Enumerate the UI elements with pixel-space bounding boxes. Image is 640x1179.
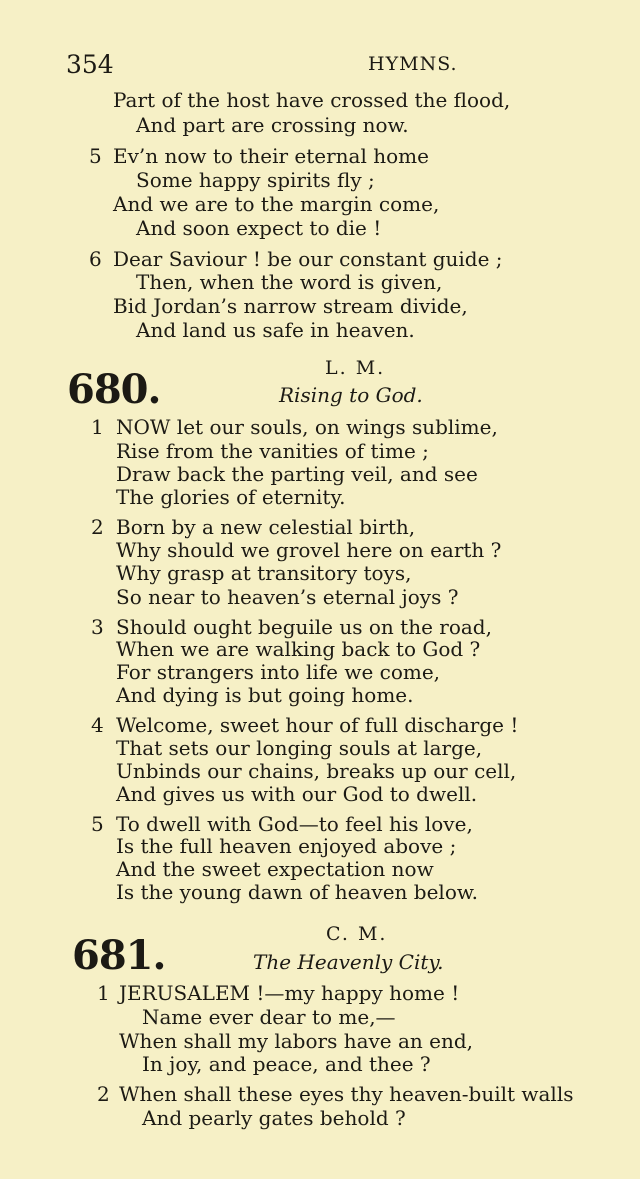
verse-line: When shall these eyes thy heaven-built walls [119,1082,574,1106]
verse-line: Bid Jordan’s narrow stream divide, [113,294,468,318]
verse-line: Is the young dawn of heaven below. [116,880,478,904]
verse-line: And we are to the margin come, [113,192,440,216]
verse-line: For strangers into life we come, [116,660,441,684]
verse-number: 2 [97,1082,110,1106]
verse-number: 5 [89,144,102,168]
verse-line: And dying is but going home. [116,683,414,707]
verse-line: Why grasp at transitory toys, [116,561,412,585]
verse-line: And part are crossing now. [136,113,409,137]
hymn-title: The Heavenly City. [253,950,444,974]
verse-line: The glories of eternity. [116,485,346,509]
running-head: HYMNS. [368,53,458,75]
verse-line: Welcome, sweet hour of full discharge ! [116,713,519,737]
verse-number: 1 [91,415,104,439]
verse-line: That sets our longing souls at large, [116,736,483,760]
verse-line: Born by a new celestial birth, [116,515,416,539]
verse-line: When shall my labors have an end, [119,1029,474,1053]
verse-line: Rise from the vanities of time ; [116,439,429,463]
page-number: 354 [66,50,114,79]
verse-line: In joy, and peace, and thee ? [142,1052,431,1076]
verse-line: When we are walking back to God ? [116,637,481,661]
hymn-number: 681. [72,932,166,979]
verse-line: Is the full heaven enjoyed above ; [116,834,457,858]
verse-line: Draw back the parting veil, and see [116,462,478,486]
verse-number: 5 [91,812,104,836]
verse-line: And gives us with our God to dwell. [116,782,478,806]
verse-number: 1 [97,981,110,1005]
verse-number: 4 [91,713,104,737]
verse-line: And land us safe in heaven. [136,318,415,342]
verse-line: So near to heaven’s eternal joys ? [116,585,459,609]
verse-line: Some happy spirits fly ; [136,168,375,192]
verse-line: Why should we grovel here on earth ? [116,538,502,562]
verse-line: To dwell with God—to feel his love, [116,812,473,836]
verse-number: 2 [91,515,104,539]
verse-number: 3 [91,615,104,639]
hymn-number: 680. [67,366,161,413]
hymn-meter: L. M. [325,357,386,379]
verse-line: Then, when the word is given, [136,270,443,294]
verse-line: Dear Saviour ! be our constant guide ; [113,247,503,271]
verse-line: And the sweet expectation now [116,857,434,881]
verse-number: 6 [89,247,102,271]
hymn-meter: C. M. [326,923,388,945]
verse-line: NOW let our souls, on wings sublime, [116,415,498,439]
verse-line: Ev’n now to their eternal home [113,144,429,168]
verse-line: Name ever dear to me,— [142,1005,396,1029]
verse-line: Part of the host have crossed the flood, [113,88,511,112]
page-header [66,50,586,82]
verse-line: Unbinds our chains, breaks up our cell, [116,759,517,783]
verse-line: JERUSALEM !—my happy home ! [119,981,460,1005]
verse-line: And pearly gates behold ? [142,1106,406,1130]
hymn-title: Rising to God. [279,383,423,407]
verse-line: And soon expect to die ! [136,216,382,240]
verse-line: Should ought beguile us on the road, [116,615,492,639]
